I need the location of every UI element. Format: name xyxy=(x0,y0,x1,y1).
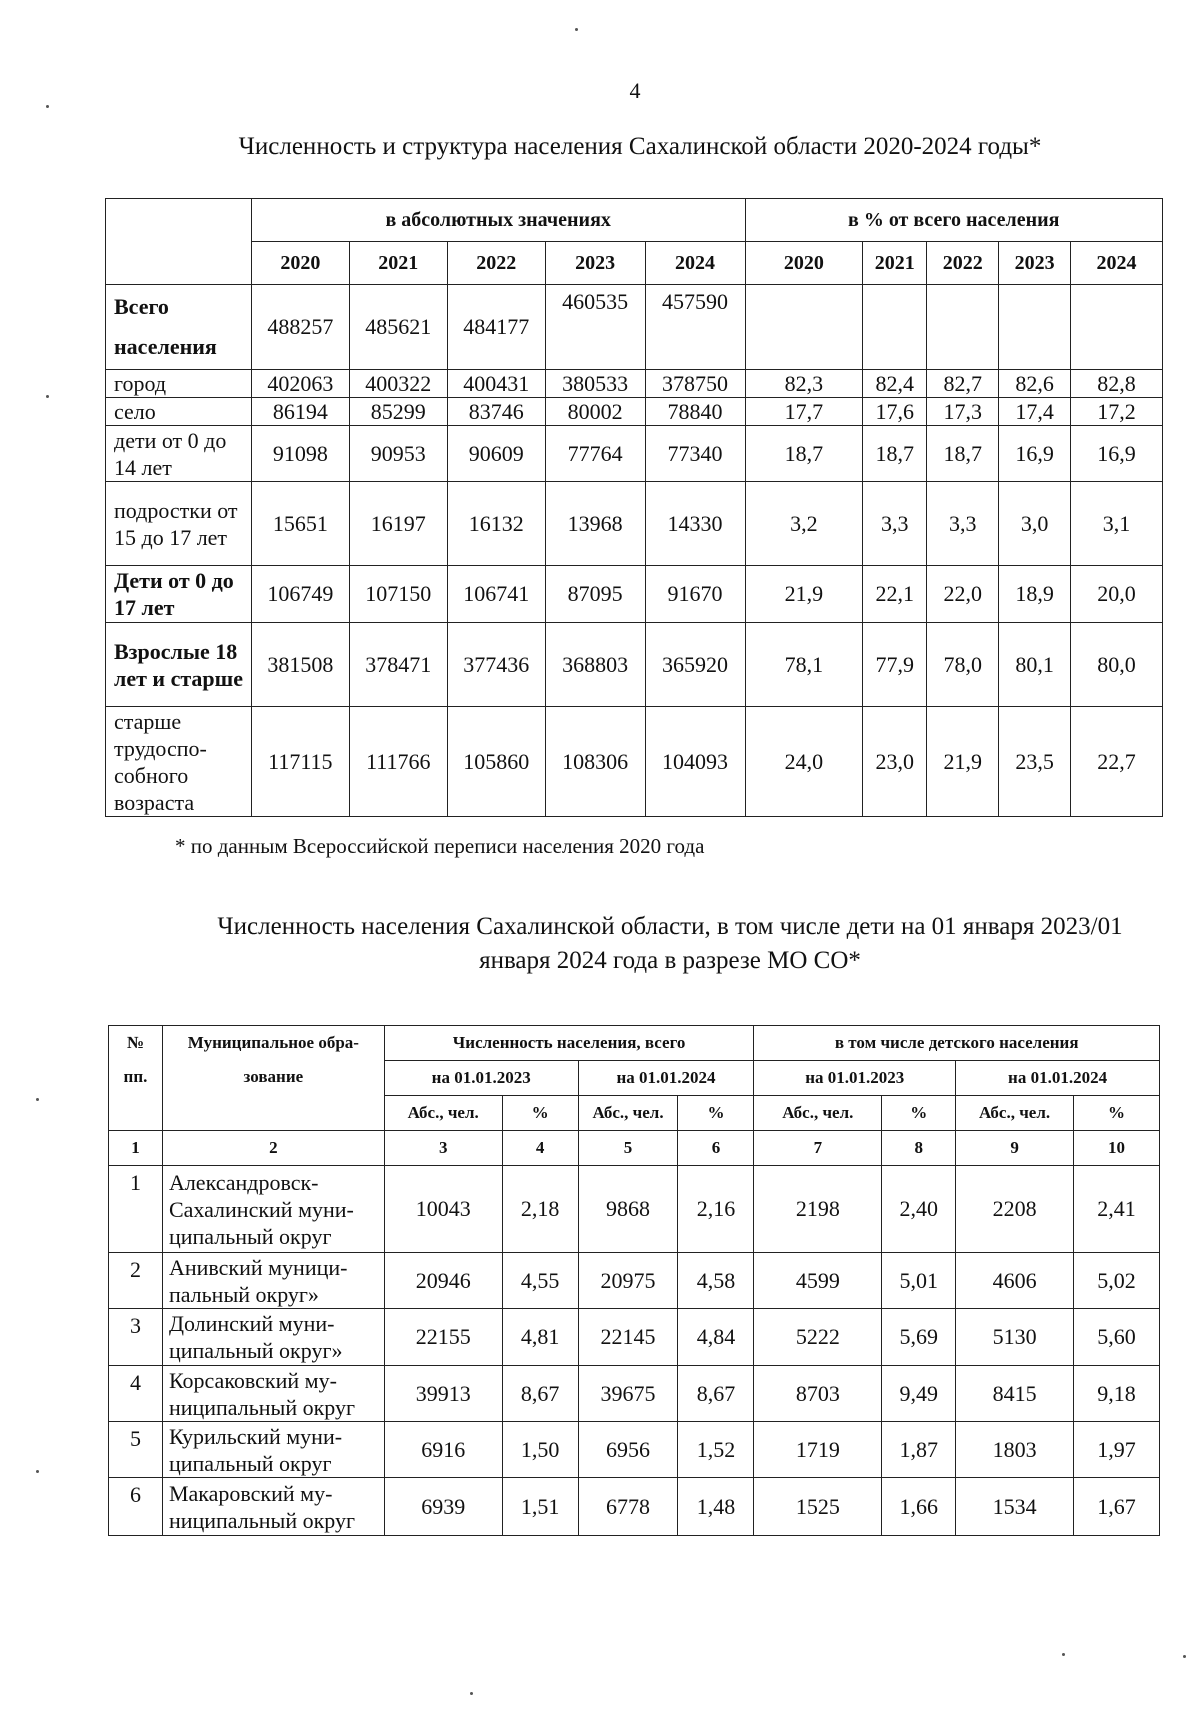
abs-value: 20946 xyxy=(384,1253,502,1309)
header-total-population: Численность населения, всего xyxy=(384,1026,754,1061)
pct-value: 78,1 xyxy=(745,623,863,707)
year-header-pct: 2023 xyxy=(999,242,1071,285)
abs-value: 22155 xyxy=(384,1309,502,1366)
pct-value: 22,7 xyxy=(1071,707,1163,817)
year-header-abs: 2022 xyxy=(447,242,545,285)
abs-value: 2208 xyxy=(956,1166,1074,1253)
pct-value: 82,8 xyxy=(1071,370,1163,398)
scan-speck xyxy=(36,1470,39,1473)
pct-value: 8,67 xyxy=(502,1366,578,1422)
year-header-pct: 2024 xyxy=(1071,242,1163,285)
abs-value: 107150 xyxy=(349,566,447,623)
row-number: 5 xyxy=(109,1422,163,1478)
pct-value: 1,50 xyxy=(502,1422,578,1478)
group-percent-header: в % от всего населения xyxy=(745,199,1162,242)
scan-speck xyxy=(1062,1653,1065,1656)
abs-value: 457590 xyxy=(645,285,745,370)
header-mo-1: Муниципальное обра- xyxy=(162,1026,384,1061)
pct-value: 18,7 xyxy=(863,426,927,482)
pct-value xyxy=(999,285,1071,370)
header-total-2023: на 01.01.2023 xyxy=(384,1061,578,1096)
pct-value: 17,3 xyxy=(927,398,999,426)
table-row xyxy=(106,623,1163,707)
abs-value: 15651 xyxy=(251,482,349,566)
header-pct: % xyxy=(678,1096,754,1131)
column-number: 1 xyxy=(109,1131,163,1166)
abs-value: 90953 xyxy=(349,426,447,482)
pct-value: 1,52 xyxy=(678,1422,754,1478)
scan-speck xyxy=(470,1692,473,1695)
table-row xyxy=(109,1478,1160,1536)
scan-speck xyxy=(46,105,49,108)
abs-value: 108306 xyxy=(545,707,645,817)
pct-value: 1,51 xyxy=(502,1478,578,1536)
pct-value: 80,1 xyxy=(999,623,1071,707)
pct-value: 16,9 xyxy=(999,426,1071,482)
abs-value: 365920 xyxy=(645,623,745,707)
pct-value: 24,0 xyxy=(745,707,863,817)
table-row xyxy=(109,1166,1160,1253)
year-header-pct: 2022 xyxy=(927,242,999,285)
pct-value: 3,3 xyxy=(927,482,999,566)
header-pct: % xyxy=(502,1096,578,1131)
abs-value: 86194 xyxy=(251,398,349,426)
pct-value xyxy=(745,285,863,370)
row-number: 3 xyxy=(109,1309,163,1366)
pct-value: 1,48 xyxy=(678,1478,754,1536)
abs-value: 378471 xyxy=(349,623,447,707)
abs-value: 83746 xyxy=(447,398,545,426)
abs-value: 8703 xyxy=(754,1366,882,1422)
column-number: 2 xyxy=(162,1131,384,1166)
municipality-name: Курильский муни-ципальный округ xyxy=(162,1422,384,1478)
pct-value: 2,16 xyxy=(678,1166,754,1253)
year-header-abs: 2024 xyxy=(645,242,745,285)
row-label: подростки от 15 до 17 лет xyxy=(106,482,252,566)
abs-value: 488257 xyxy=(251,285,349,370)
pct-value: 23,5 xyxy=(999,707,1071,817)
pct-value: 82,3 xyxy=(745,370,863,398)
pct-value: 77,9 xyxy=(863,623,927,707)
pct-value: 5,01 xyxy=(882,1253,956,1309)
scan-speck xyxy=(36,1098,39,1101)
abs-value: 14330 xyxy=(645,482,745,566)
pct-value: 8,67 xyxy=(678,1366,754,1422)
pct-value: 9,18 xyxy=(1074,1366,1160,1422)
abs-value: 5130 xyxy=(956,1309,1074,1366)
pct-value: 5,02 xyxy=(1074,1253,1160,1309)
row-number: 4 xyxy=(109,1366,163,1422)
header-num-2: пп. xyxy=(109,1061,163,1131)
abs-value: 91098 xyxy=(251,426,349,482)
pct-value: 4,84 xyxy=(678,1309,754,1366)
table-row xyxy=(106,566,1163,623)
abs-value: 1719 xyxy=(754,1422,882,1478)
pct-value: 21,9 xyxy=(927,707,999,817)
abs-value: 78840 xyxy=(645,398,745,426)
column-number: 3 xyxy=(384,1131,502,1166)
pct-value: 4,55 xyxy=(502,1253,578,1309)
abs-value: 381508 xyxy=(251,623,349,707)
table-row xyxy=(109,1366,1160,1422)
table2-title: Численность населения Сахалинской области, в том числе дети на 01 января 2023/01 января 2024 года в разрезе МО СО* xyxy=(217,913,1123,974)
year-header-abs: 2023 xyxy=(545,242,645,285)
abs-value: 400322 xyxy=(349,370,447,398)
pct-value: 82,7 xyxy=(927,370,999,398)
column-number: 4 xyxy=(502,1131,578,1166)
abs-value: 77340 xyxy=(645,426,745,482)
pct-value: 18,7 xyxy=(927,426,999,482)
pct-value: 4,58 xyxy=(678,1253,754,1309)
municipality-name: Корсаковский му-ниципальный округ xyxy=(162,1366,384,1422)
year-header-pct: 2020 xyxy=(745,242,863,285)
table1-footnote: * по данным Всероссийской переписи населения 2020 года xyxy=(175,834,705,858)
row-label: Взрослые 18 лет и старше xyxy=(106,623,252,707)
column-number: 6 xyxy=(678,1131,754,1166)
table-row xyxy=(106,285,1163,370)
abs-value: 10043 xyxy=(384,1166,502,1253)
municipality-name: Александровск-Сахалинский муни-ципальный округ xyxy=(162,1166,384,1253)
pct-value: 3,2 xyxy=(745,482,863,566)
year-header-pct: 2021 xyxy=(863,242,927,285)
pct-value: 1,66 xyxy=(882,1478,956,1536)
abs-value: 6916 xyxy=(384,1422,502,1478)
pct-value xyxy=(927,285,999,370)
header-num-1: № xyxy=(109,1026,163,1061)
table-row xyxy=(106,398,1163,426)
column-number: 5 xyxy=(578,1131,678,1166)
municipal-population-table xyxy=(108,1025,1160,1536)
row-number: 1 xyxy=(109,1166,163,1253)
header-pct: % xyxy=(1074,1096,1160,1131)
table-row xyxy=(106,482,1163,566)
row-label: старше трудоспо-собного возраста xyxy=(106,707,252,817)
pct-value: 16,9 xyxy=(1071,426,1163,482)
year-header-abs: 2020 xyxy=(251,242,349,285)
pct-value: 20,0 xyxy=(1071,566,1163,623)
abs-value: 39675 xyxy=(578,1366,678,1422)
row-label: Всего населения xyxy=(106,285,252,370)
pct-value: 3,1 xyxy=(1071,482,1163,566)
abs-value: 91670 xyxy=(645,566,745,623)
abs-value: 1534 xyxy=(956,1478,1074,1536)
pct-value: 4,81 xyxy=(502,1309,578,1366)
abs-value: 4606 xyxy=(956,1253,1074,1309)
abs-value: 104093 xyxy=(645,707,745,817)
pct-value: 1,67 xyxy=(1074,1478,1160,1536)
table-row xyxy=(106,370,1163,398)
pct-value: 1,87 xyxy=(882,1422,956,1478)
column-number: 9 xyxy=(956,1131,1074,1166)
abs-value: 4599 xyxy=(754,1253,882,1309)
column-number: 7 xyxy=(754,1131,882,1166)
abs-value: 6956 xyxy=(578,1422,678,1478)
pct-value: 82,6 xyxy=(999,370,1071,398)
pct-value: 2,40 xyxy=(882,1166,956,1253)
pct-value: 9,49 xyxy=(882,1366,956,1422)
row-label: Дети от 0 до 17 лет xyxy=(106,566,252,623)
group-absolute-header: в абсолютных значениях xyxy=(251,199,745,242)
row-label: дети от 0 до 14 лет xyxy=(106,426,252,482)
abs-value: 484177 xyxy=(447,285,545,370)
header-abs: Абс., чел. xyxy=(754,1096,882,1131)
abs-value: 22145 xyxy=(578,1309,678,1366)
abs-value: 80002 xyxy=(545,398,645,426)
abs-value: 377436 xyxy=(447,623,545,707)
pct-value: 2,41 xyxy=(1074,1166,1160,1253)
pct-value: 17,7 xyxy=(745,398,863,426)
municipality-name: Макаровский му-ниципальный округ xyxy=(162,1478,384,1536)
abs-value: 1525 xyxy=(754,1478,882,1536)
pct-value xyxy=(1071,285,1163,370)
table-row xyxy=(109,1309,1160,1366)
pct-value: 17,6 xyxy=(863,398,927,426)
header-children-population: в том числе детского населения xyxy=(754,1026,1160,1061)
abs-value: 1803 xyxy=(956,1422,1074,1478)
abs-value: 2198 xyxy=(754,1166,882,1253)
abs-value: 117115 xyxy=(251,707,349,817)
header-pct: % xyxy=(882,1096,956,1131)
pct-value: 17,2 xyxy=(1071,398,1163,426)
pct-value: 5,69 xyxy=(882,1309,956,1366)
header-mo-2: зование xyxy=(162,1061,384,1131)
abs-value: 485621 xyxy=(349,285,447,370)
abs-value: 105860 xyxy=(447,707,545,817)
pct-value: 3,0 xyxy=(999,482,1071,566)
pct-value: 80,0 xyxy=(1071,623,1163,707)
header-abs: Абс., чел. xyxy=(956,1096,1074,1131)
abs-value: 400431 xyxy=(447,370,545,398)
pct-value: 78,0 xyxy=(927,623,999,707)
pct-value: 2,18 xyxy=(502,1166,578,1253)
abs-value: 77764 xyxy=(545,426,645,482)
abs-value: 87095 xyxy=(545,566,645,623)
header-abs: Абс., чел. xyxy=(578,1096,678,1131)
row-number: 2 xyxy=(109,1253,163,1309)
header-abs: Абс., чел. xyxy=(384,1096,502,1131)
row-label: село xyxy=(106,398,252,426)
year-header-abs: 2021 xyxy=(349,242,447,285)
municipality-name: Долинский муни-ципальный округ» xyxy=(162,1309,384,1366)
abs-value: 90609 xyxy=(447,426,545,482)
page-number: 4 xyxy=(629,78,641,103)
row-number: 6 xyxy=(109,1478,163,1536)
abs-value: 85299 xyxy=(349,398,447,426)
column-number: 10 xyxy=(1074,1131,1160,1166)
pct-value xyxy=(863,285,927,370)
corner-cell xyxy=(106,199,252,285)
abs-value: 13968 xyxy=(545,482,645,566)
abs-value: 39913 xyxy=(384,1366,502,1422)
abs-value: 378750 xyxy=(645,370,745,398)
pct-value: 82,4 xyxy=(863,370,927,398)
table-row xyxy=(106,707,1163,817)
column-number: 8 xyxy=(882,1131,956,1166)
header-children-2023: на 01.01.2023 xyxy=(754,1061,956,1096)
abs-value: 460535 xyxy=(545,285,645,370)
scan-speck xyxy=(46,395,49,398)
municipality-name: Анивский муници-пальный округ» xyxy=(162,1253,384,1309)
table-row xyxy=(109,1253,1160,1309)
header-total-2024: на 01.01.2024 xyxy=(578,1061,754,1096)
pct-value: 23,0 xyxy=(863,707,927,817)
abs-value: 16197 xyxy=(349,482,447,566)
table1-title: Численность и структура населения Сахалинской области 2020-2024 годы* xyxy=(238,133,1042,160)
abs-value: 6778 xyxy=(578,1478,678,1536)
pct-value: 1,97 xyxy=(1074,1422,1160,1478)
abs-value: 106749 xyxy=(251,566,349,623)
abs-value: 402063 xyxy=(251,370,349,398)
abs-value: 16132 xyxy=(447,482,545,566)
abs-value: 20975 xyxy=(578,1253,678,1309)
row-label: город xyxy=(106,370,252,398)
pct-value: 3,3 xyxy=(863,482,927,566)
pct-value: 22,0 xyxy=(927,566,999,623)
abs-value: 6939 xyxy=(384,1478,502,1536)
pct-value: 5,60 xyxy=(1074,1309,1160,1366)
pct-value: 18,9 xyxy=(999,566,1071,623)
table-row xyxy=(109,1422,1160,1478)
pct-value: 22,1 xyxy=(863,566,927,623)
pct-value: 17,4 xyxy=(999,398,1071,426)
abs-value: 106741 xyxy=(447,566,545,623)
abs-value: 5222 xyxy=(754,1309,882,1366)
header-children-2024: на 01.01.2024 xyxy=(956,1061,1160,1096)
abs-value: 368803 xyxy=(545,623,645,707)
abs-value: 380533 xyxy=(545,370,645,398)
scan-speck xyxy=(575,28,578,31)
abs-value: 8415 xyxy=(956,1366,1074,1422)
pct-value: 18,7 xyxy=(745,426,863,482)
pct-value: 21,9 xyxy=(745,566,863,623)
population-structure-table xyxy=(105,198,1163,817)
scan-speck xyxy=(1183,1655,1186,1658)
table-row xyxy=(106,426,1163,482)
abs-value: 9868 xyxy=(578,1166,678,1253)
abs-value: 111766 xyxy=(349,707,447,817)
